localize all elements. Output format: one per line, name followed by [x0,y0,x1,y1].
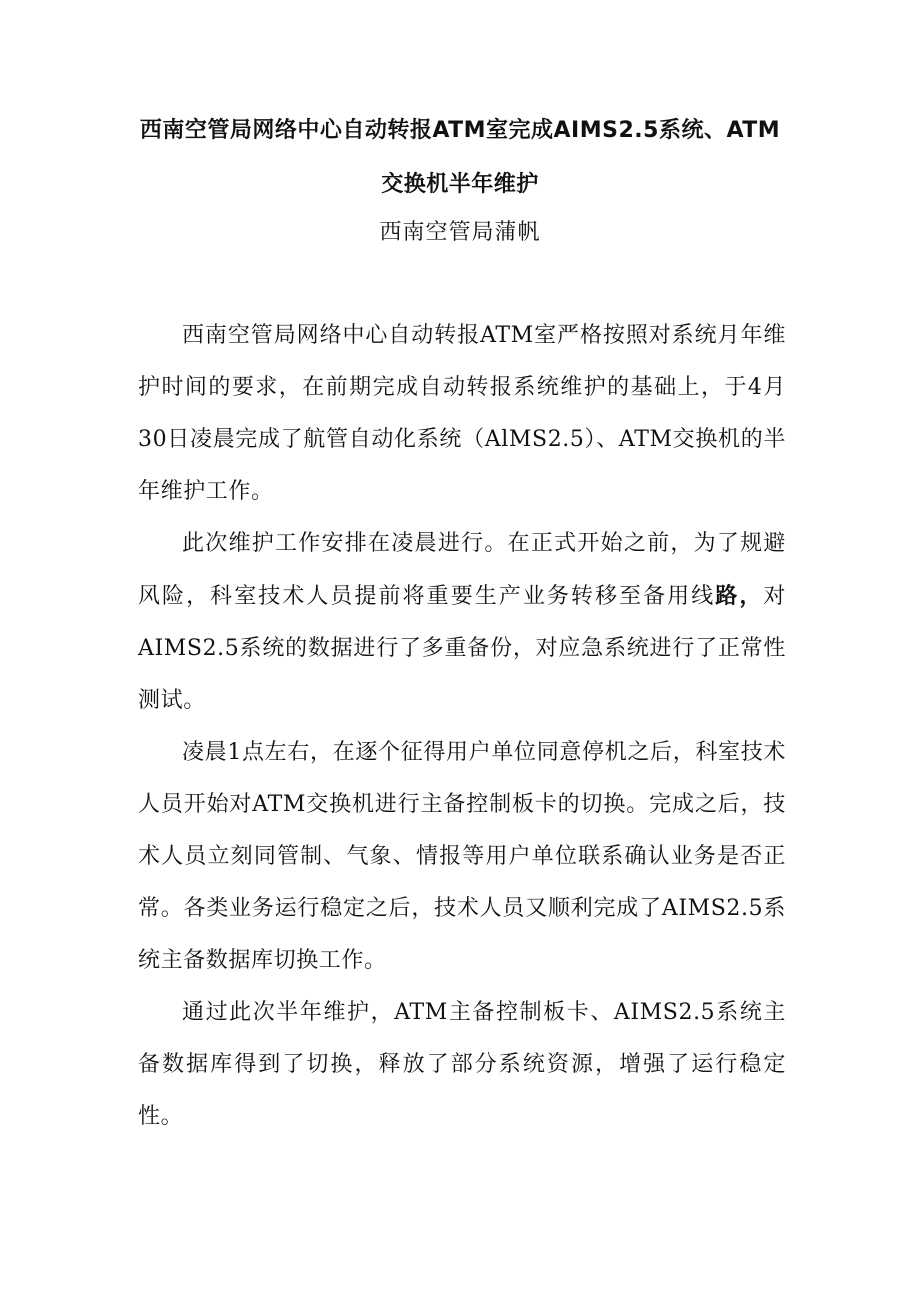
paragraph-1: 西南空管局网络中心自动转报ATM室严格按照对系统月年维护时间的要求，在前期完成自动转报系统维护的基础上，于4月30日凌晨完成了航管自动化系统（AlMS2.5）、ATM交换机的半年维护工作。 [138,323,786,504]
paragraph-2-bold-text: 路， [715,583,764,609]
title-line-2: 交换机半年维护 [381,172,539,197]
paragraph-2-text: 此次维护工作安排在凌晨进行。在正式开始之前，为了规避风险，科室技术人员提前将重要生产业务转移至备用线 [138,531,786,609]
article-body [138,310,786,1143]
paragraph-2-text-cont: 对AIMS2.5系统的数据进行了多重备份，对应急系统进行了正常性测试。 [138,584,786,713]
author-line: 西南空管局蒲帆 [379,220,541,245]
title-line-1: 西南空管局网络中心自动转报ATM室完成AIMS2.5系统、ATM [139,118,781,143]
paragraph-4: 通过此次半年维护，ATM主备控制板卡、AIMS2.5系统主备数据库得到了切换，释放了部分系统资源，增强了运行稳定性。 [138,1000,786,1129]
paragraph-2 [138,518,786,727]
paragraph-3: 凌晨1点左右，在逐个征得用户单位同意停机之后，科室技术人员开始对ATM交换机进行主备控制板卡的切换。完成之后，技术人员立刻同管制、气象、情报等用户单位联系确认业务是否正常。各类业务运行稳定之后，技术人员又顺利完成了AIMS2.5系统主备数据库切换工作。 [138,740,786,973]
